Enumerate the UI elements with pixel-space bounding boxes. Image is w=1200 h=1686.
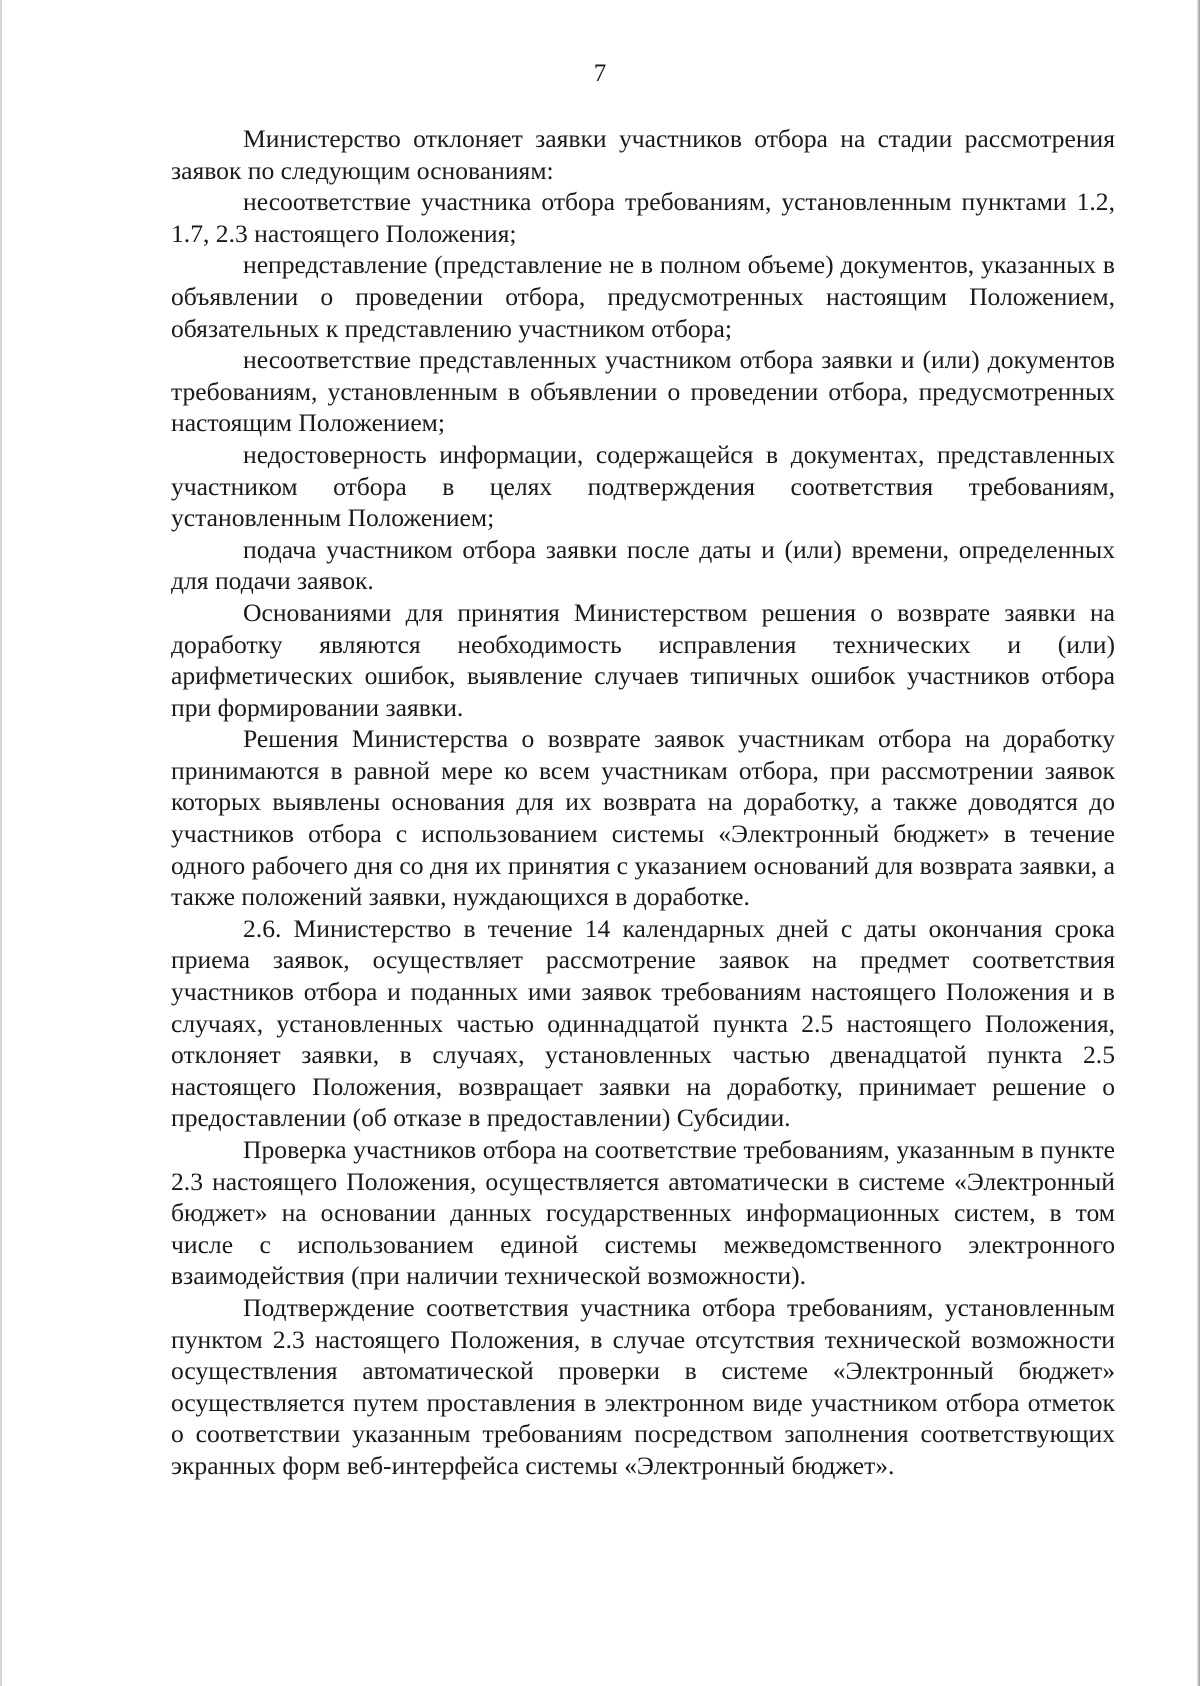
- paragraph-automatic-check: Проверка участников отбора на соответствие требованиям, указанным в пункте 2.3 настоящего Положения, осуществляется автоматически в системе «Электронный бюджет» на основании данных государственных информационных систем, в том числе с использованием единой системы межведомственного электронного взаимодействия (при наличии технической возможности).: [171, 1135, 1115, 1291]
- paragraph-manual-confirmation: Подтверждение соответствия участника отбора требованиям, установленным пунктом 2.3 настоящего Положения, в случае отсутствия технической возможности осуществления автоматической проверки в системе «Электронный бюджет» осуществляется путем проставления в электронном виде участником отбора отметок о соответствии указанным требованиям посредством заполнения соответствующих экранных форм веб-интерфейса системы «Электронный бюджет».: [171, 1292, 1115, 1480]
- paragraph-return-decisions: Решения Министерства о возврате заявок участникам отбора на доработку принимаются в равной мере ко всем участникам отбора, при рассмотрении заявок которых выявлены основания для их возврата на доработку, а также доводятся до участников отбора с использованием системы «Электронный бюджет» в течение одного рабочего дня со дня их принятия с указанием оснований для возврата заявки, а также положений заявки, нуждающихся в доработке.: [171, 724, 1115, 912]
- document-body: [171, 123, 1115, 1482]
- paragraph-section-2-6: 2.6. Министерство в течение 14 календарных дней с даты окончания срока приема заявок, осуществляет рассмотрение заявок на предмет соответствия участников отбора и поданных ими заявок требованиям настоящего Положения и в случаях, установленных частью одиннадцатой пункта 2.5 настоящего Положения, отклоняет заявки, в случаях, установленных частью двенадцатой пункта 2.5 настоящего Положения, возвращает заявки на доработку, принимает решение о предоставлении (об отказе в предоставлении) Субсидии.: [171, 913, 1115, 1133]
- paragraph-ground-late-submission: подача участником отбора заявки после даты и (или) времени, определенных для подачи заявок.: [171, 534, 1115, 596]
- paragraph-rejection-grounds-intro: Министерство отклоняет заявки участников отбора на стадии рассмотрения заявок по следующим основаниям:: [171, 124, 1115, 185]
- paragraph-return-grounds: Основаниями для принятия Министерством решения о возврате заявки на доработку являются необходимость исправления технических и (или) арифметических ошибок, выявление случаев типичных ошибок участников отбора при формировании заявки.: [171, 597, 1115, 722]
- paragraph-ground-false-information: недостоверность информации, содержащейся в документах, представленных участником отбора в целях подтверждения соответствия требованиям, установленным Положением;: [171, 439, 1115, 533]
- scan-edge-left: [0, 0, 2, 1686]
- paragraph-ground-noncompliance: несоответствие участника отбора требованиям, установленным пунктами 1.2, 1.7, 2.3 настоящего Положения;: [171, 187, 1115, 248]
- page-number: 7: [593, 60, 607, 87]
- paragraph-ground-documents-mismatch: несоответствие представленных участником отбора заявки и (или) документов требованиям, установленным в объявлении о проведении отбора, предусмотренных настоящим Положением;: [171, 345, 1115, 438]
- paragraph-ground-missing-documents: непредставление (представление не в полном объеме) документов, указанных в объявлении о проведении отбора, предусмотренных настоящим Положением, обязательных к представлению участником отбора;: [171, 250, 1115, 343]
